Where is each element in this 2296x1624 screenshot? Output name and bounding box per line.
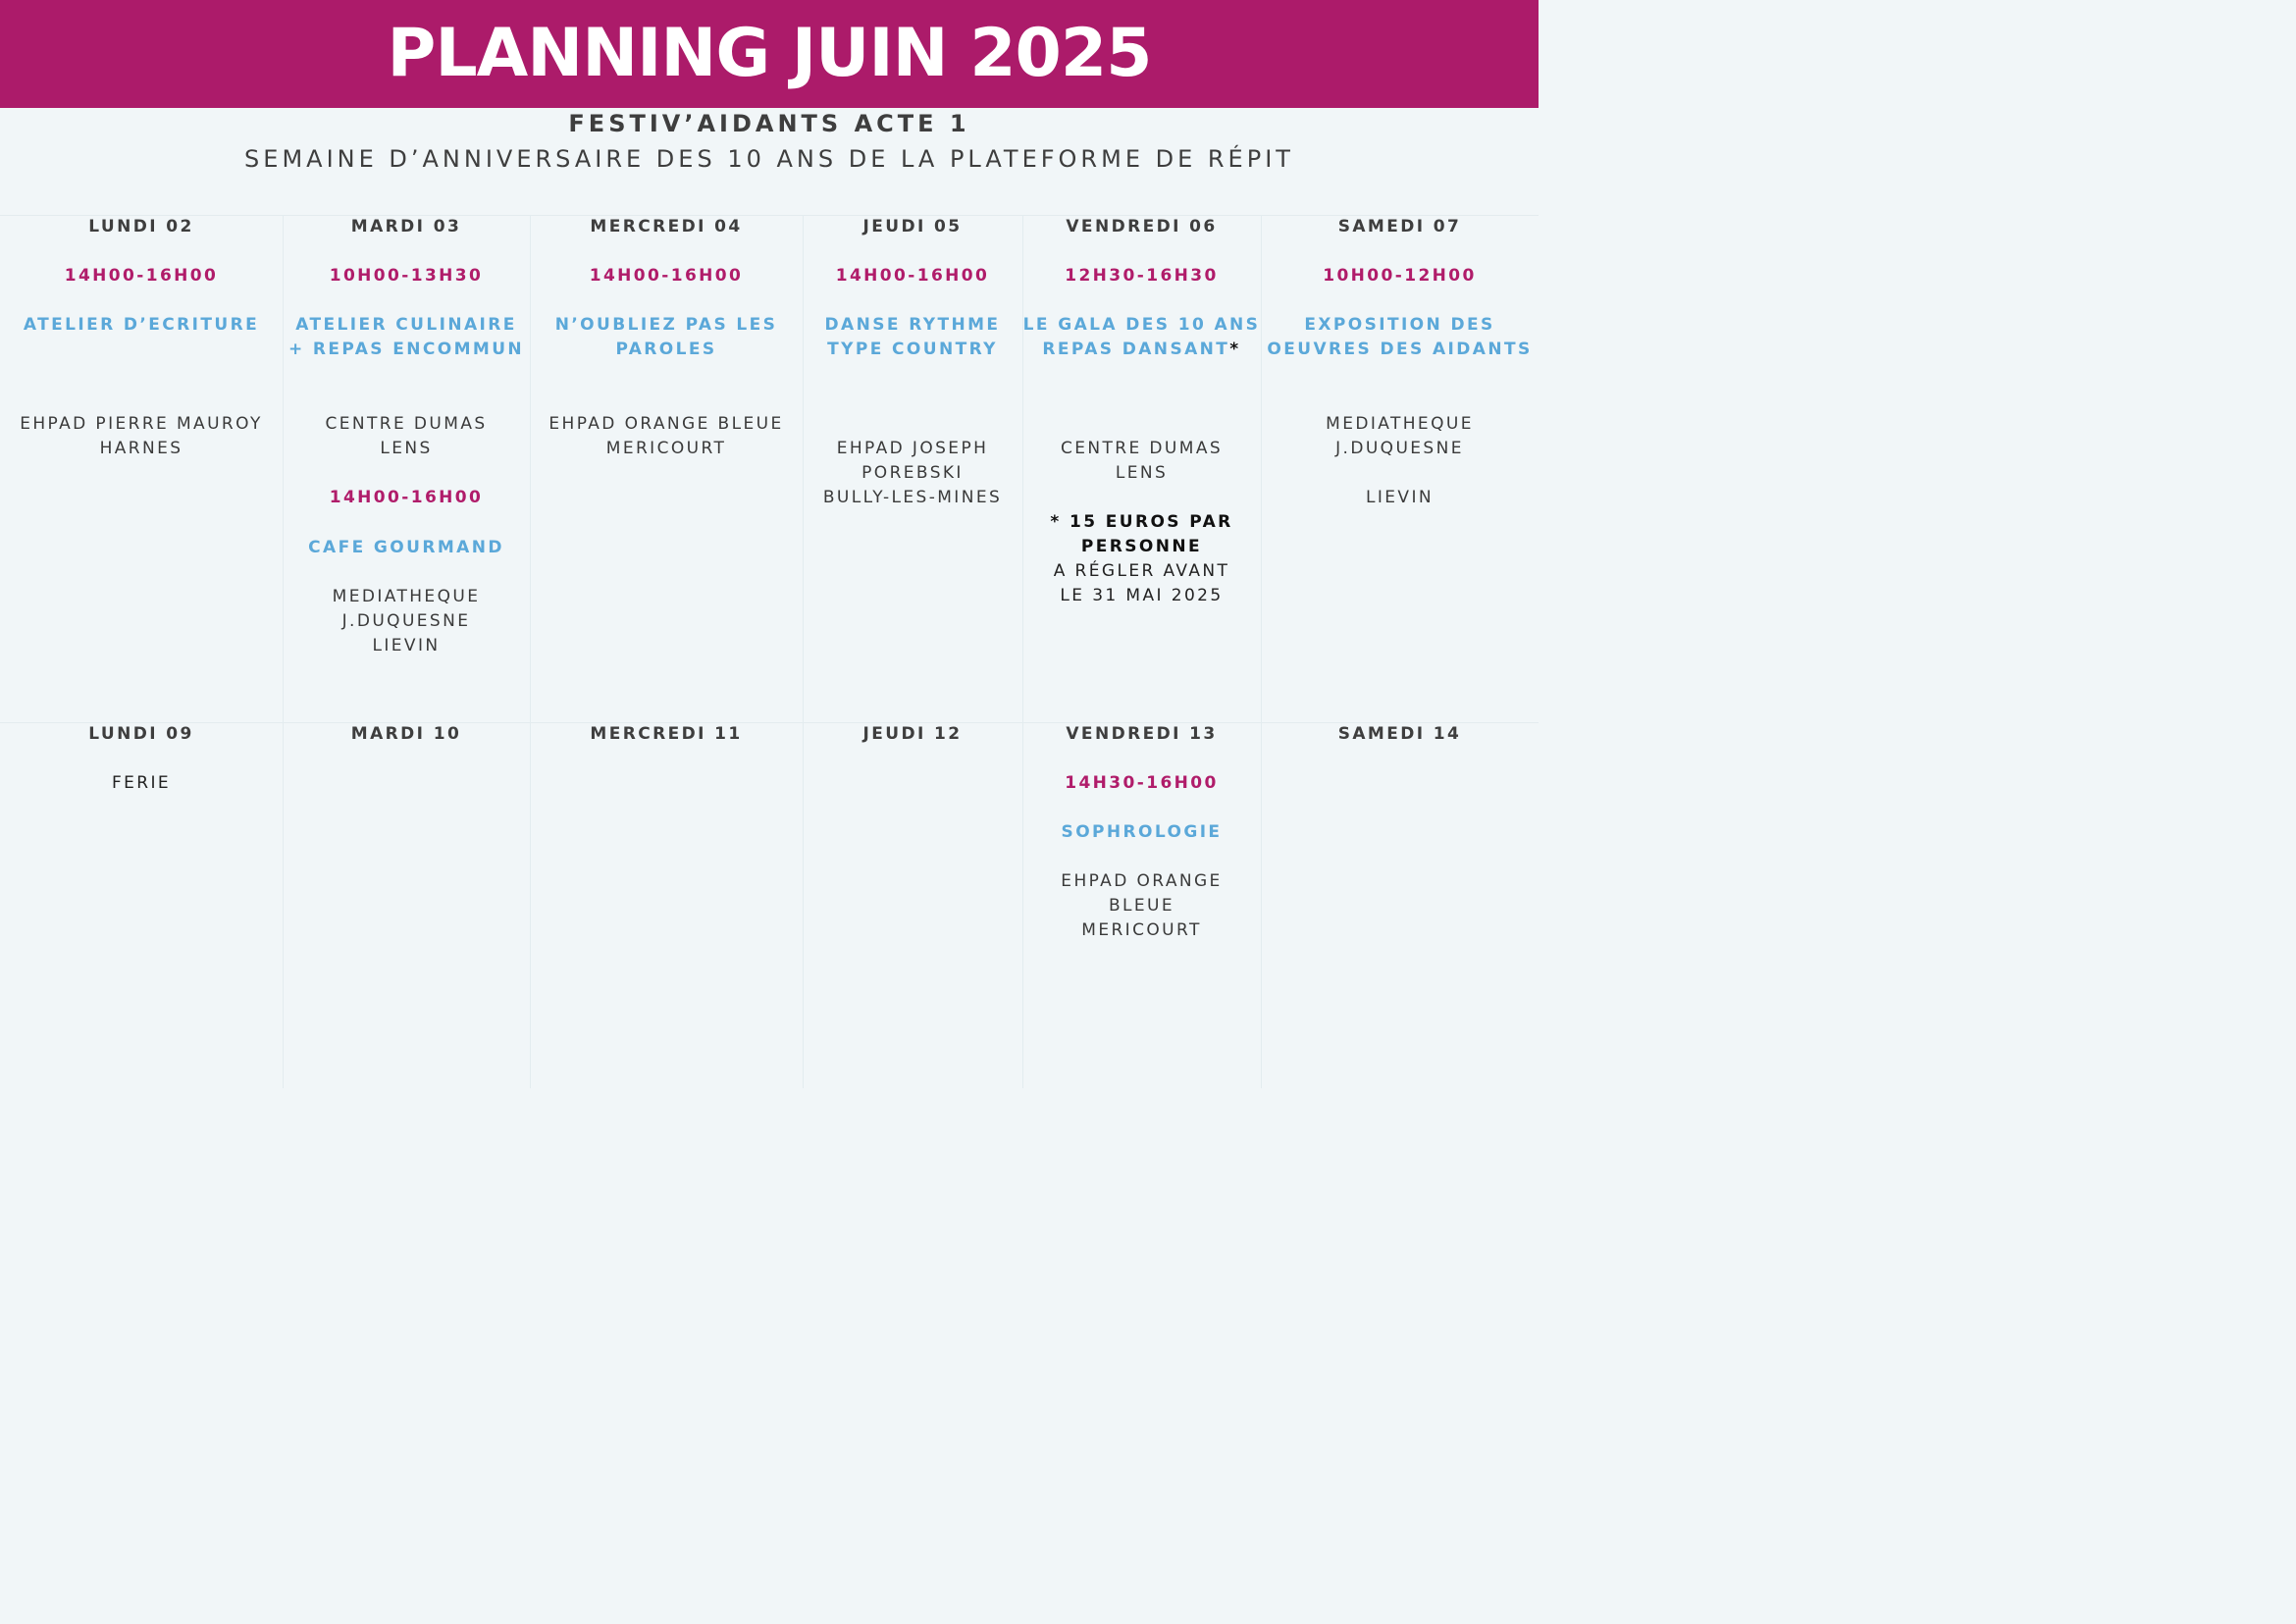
location: MEDIATHEQUE	[332, 587, 481, 606]
day-header: SAMEDI 07	[1337, 217, 1462, 236]
activity-title: PAROLES	[615, 340, 717, 359]
activity-title: SOPHROLOGIE	[1061, 822, 1223, 842]
location: MERICOURT	[1081, 920, 1202, 940]
header-banner	[0, 0, 1539, 108]
time-slot: 14H30-16H00	[1065, 773, 1219, 793]
location: POREBSKI	[861, 463, 964, 483]
day-cell-jeudi-05	[803, 215, 1022, 722]
location: EHPAD ORANGE BLEUE	[548, 414, 784, 434]
location: BULLY-LES-MINES	[822, 488, 1003, 507]
activity-title-text: REPAS DANSANT	[1042, 340, 1230, 359]
activity-title: OEUVRES DES AIDANTS	[1267, 340, 1533, 359]
price-note: PERSONNE	[1080, 537, 1203, 556]
day-header: VENDREDI 13	[1066, 724, 1218, 744]
location: EHPAD JOSEPH	[836, 439, 989, 458]
page-title: PLANNING JUIN 2025	[387, 15, 1152, 92]
activity-title: LE GALA DES 10 ANS	[1022, 315, 1261, 335]
event-tagline: SEMAINE D’ANNIVERSAIRE DES 10 ANS DE LA PLATEFORME DE RÉPIT	[244, 145, 1294, 173]
location: HARNES	[99, 439, 183, 458]
day-header: SAMEDI 14	[1337, 724, 1462, 744]
location: LIEVIN	[1366, 488, 1434, 507]
location: LIEVIN	[372, 636, 441, 655]
location: MERICOURT	[605, 439, 727, 458]
price-note: * 15 EUROS PAR	[1050, 512, 1233, 532]
day-header: MERCREDI 04	[590, 217, 743, 236]
time-slot: 10H00-12H00	[1323, 266, 1477, 286]
activity-title: ATELIER D’ECRITURE	[23, 315, 260, 335]
activity-title: CAFE GOURMAND	[308, 538, 504, 557]
location: LENS	[1115, 463, 1169, 483]
day-cell-lundi-02	[0, 215, 283, 722]
day-cell-vendredi-13	[1022, 722, 1261, 1088]
activity-title: ATELIER CULINAIRE	[295, 315, 517, 335]
payment-deadline: A RÉGLER AVANT	[1053, 561, 1230, 581]
activity-title: N’OUBLIEZ PAS LES	[554, 315, 778, 335]
day-header: JEUDI 05	[862, 217, 963, 236]
activity-title: EXPOSITION DES	[1304, 315, 1495, 335]
location: CENTRE DUMAS	[325, 414, 488, 434]
location: MEDIATHEQUE	[1326, 414, 1474, 434]
location: BLEUE	[1108, 896, 1175, 916]
activity-title: TYPE COUNTRY	[827, 340, 998, 359]
location: CENTRE DUMAS	[1060, 439, 1224, 458]
day-header: MERCREDI 11	[590, 724, 743, 744]
payment-deadline: LE 31 MAI 2025	[1060, 586, 1224, 605]
day-cell-mardi-03	[283, 215, 530, 722]
day-cell-vendredi-06	[1022, 215, 1261, 722]
time-slot: 14H00-16H00	[835, 266, 990, 286]
day-cell-lundi-09	[0, 722, 283, 1088]
activity-title	[1022, 338, 1261, 362]
asterisk-mark: *	[1229, 340, 1241, 359]
day-cell-mercredi-04	[530, 215, 803, 722]
time-slot: 14H00-16H00	[589, 266, 744, 286]
location: EHPAD PIERRE MAUROY	[20, 414, 263, 434]
day-header: LUNDI 09	[88, 724, 194, 744]
time-slot: 14H00-16H00	[329, 488, 484, 507]
day-header: MARDI 10	[350, 724, 462, 744]
time-slot: 10H00-13H30	[329, 266, 484, 286]
location: LENS	[380, 439, 433, 458]
location: J.DUQUESNE	[1335, 439, 1464, 458]
day-cell-mercredi-11	[530, 722, 803, 1088]
day-cell-samedi-14	[1261, 722, 1539, 1088]
day-header: VENDREDI 06	[1066, 217, 1218, 236]
day-header: JEUDI 12	[862, 724, 963, 744]
time-slot: 14H00-16H00	[64, 266, 219, 286]
day-cell-samedi-07	[1261, 215, 1539, 722]
event-subtitle: FESTIV’AIDANTS ACTE 1	[568, 110, 970, 137]
holiday-label: FERIE	[111, 773, 172, 793]
location: EHPAD ORANGE	[1061, 871, 1223, 891]
day-header: LUNDI 02	[88, 217, 194, 236]
day-cell-mardi-10	[283, 722, 530, 1088]
day-header: MARDI 03	[350, 217, 462, 236]
activity-title: DANSE RYTHME	[824, 315, 1001, 335]
time-slot: 12H30-16H30	[1065, 266, 1219, 286]
location: J.DUQUESNE	[341, 611, 471, 631]
day-cell-jeudi-12	[803, 722, 1022, 1088]
activity-title: + REPAS ENCOMMUN	[287, 340, 525, 359]
